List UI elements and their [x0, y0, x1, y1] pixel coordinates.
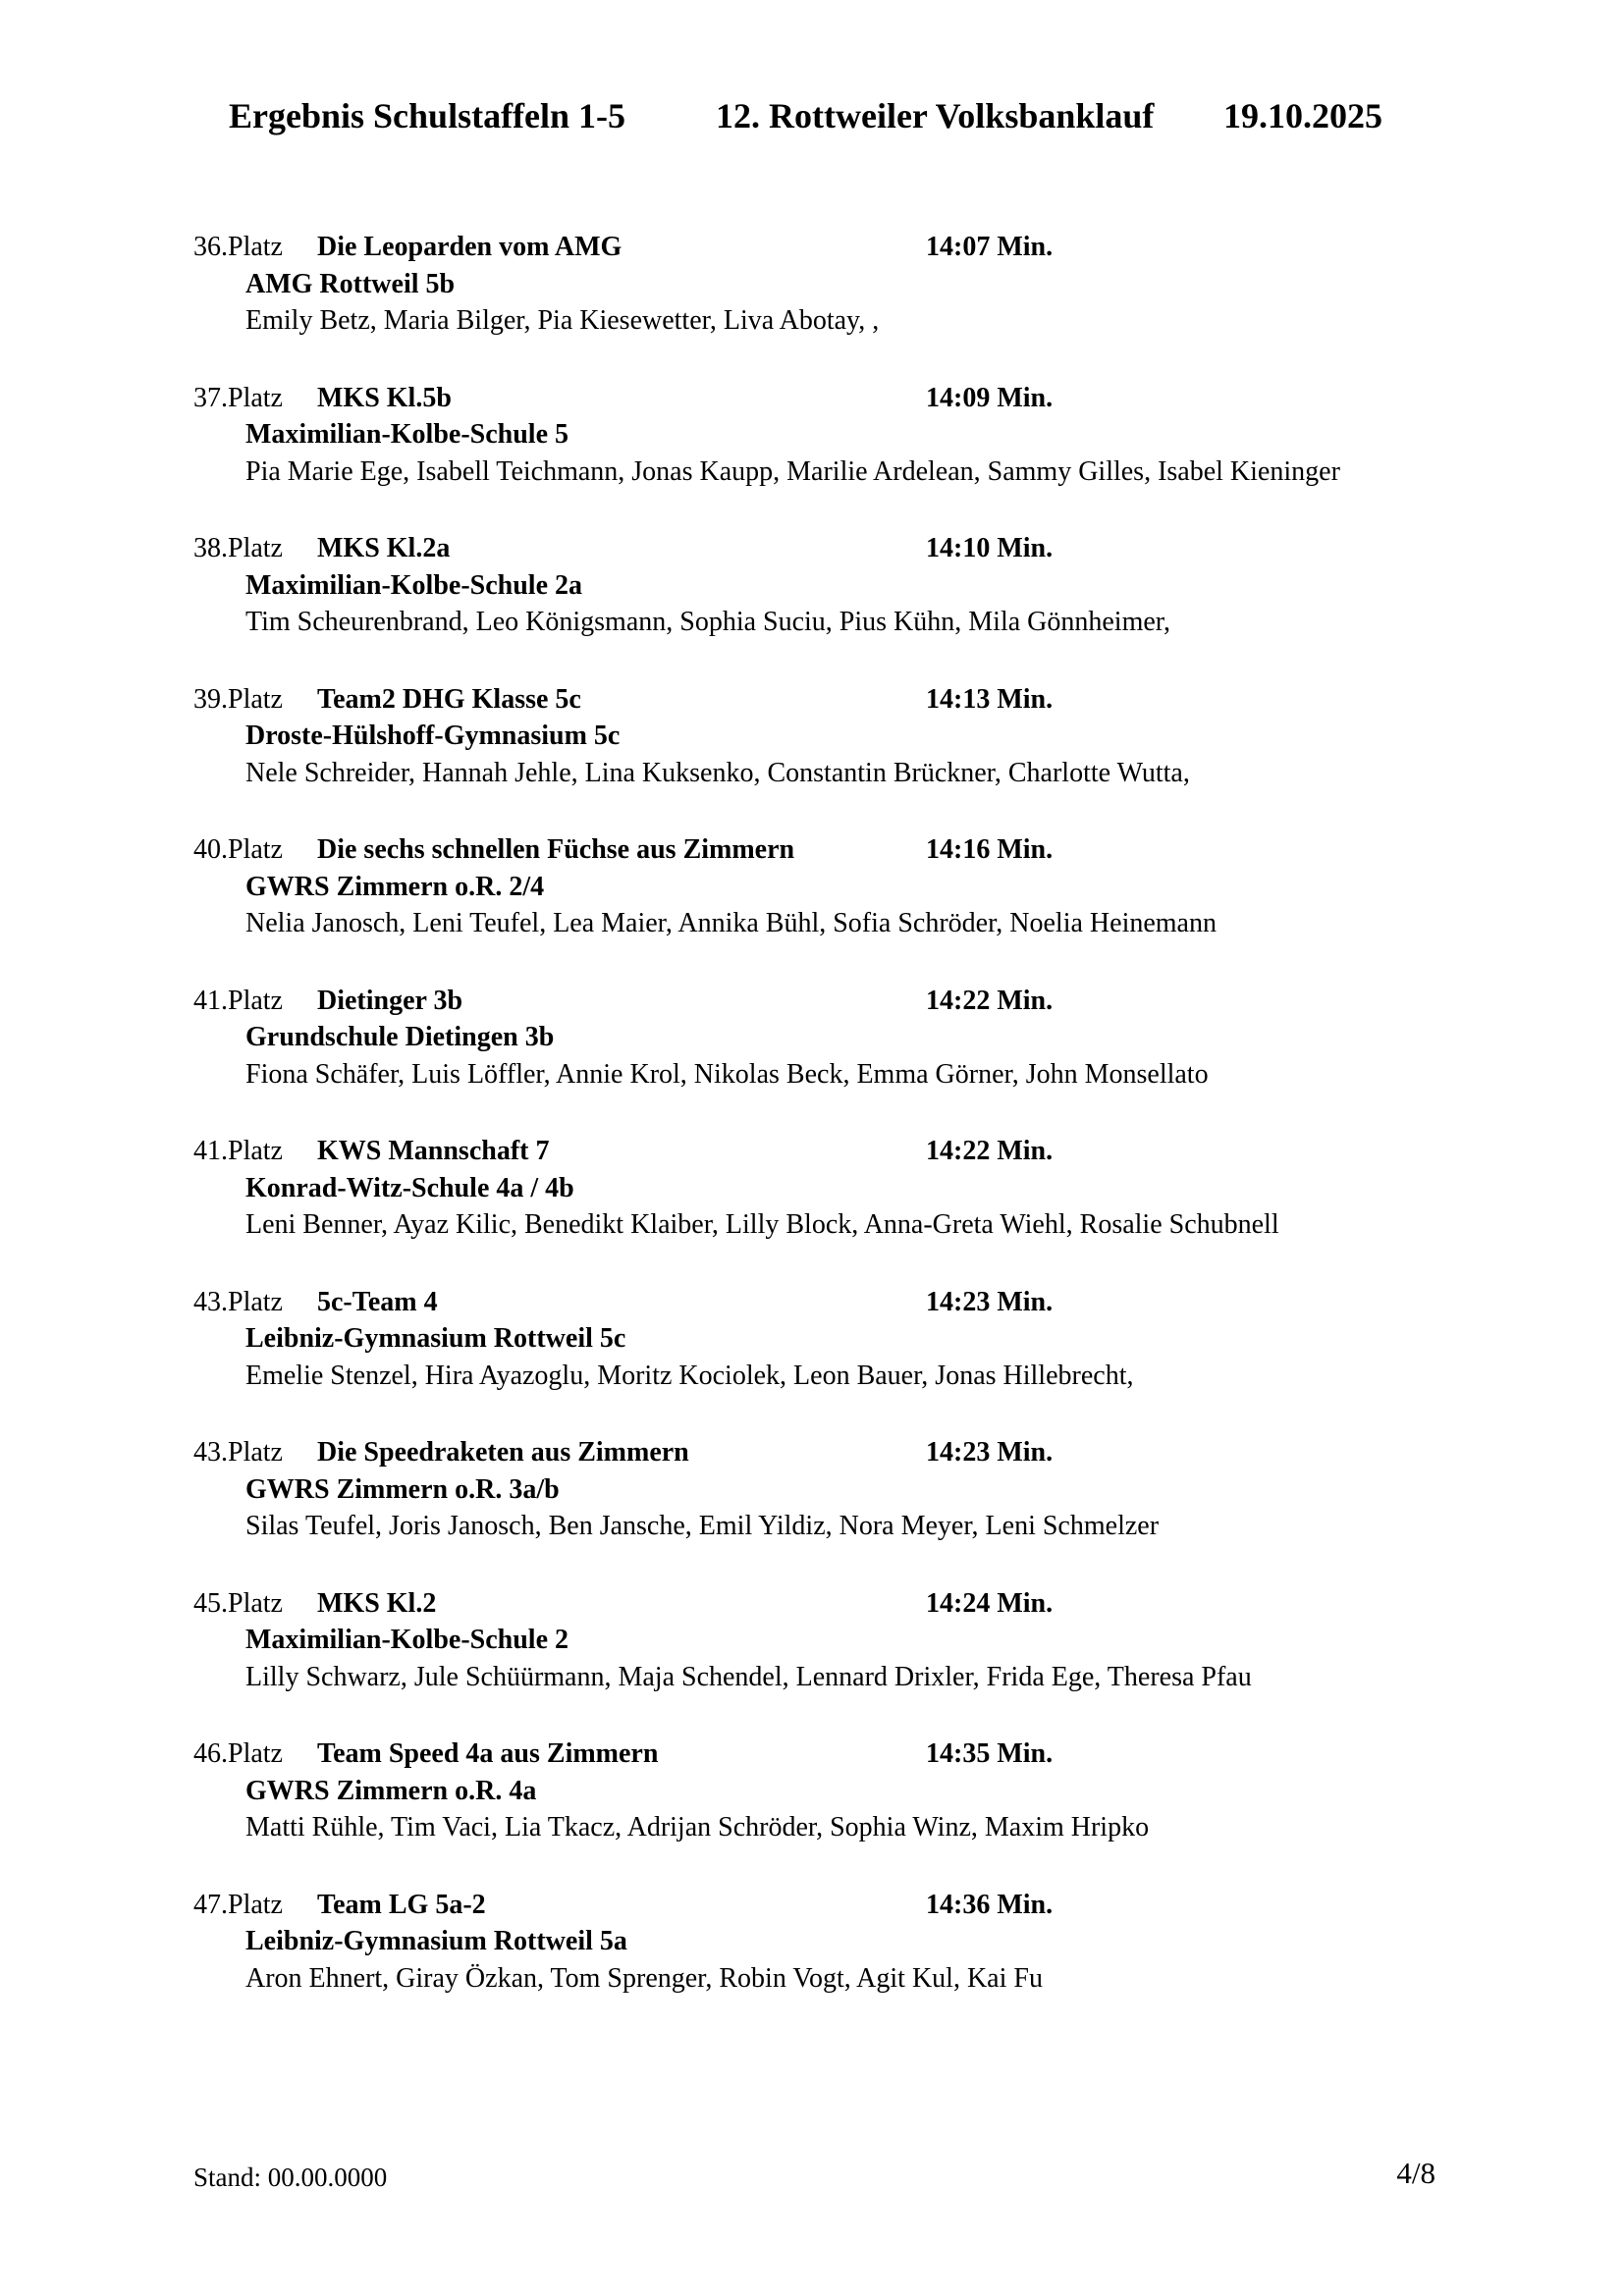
- result-title-line: [193, 831, 1438, 869]
- results-list: [193, 229, 1438, 2037]
- school-name: GWRS Zimmern o.R. 3a/b: [245, 1473, 560, 1505]
- result-entry: [193, 380, 1438, 491]
- result-entry: [193, 530, 1438, 641]
- footer-page-number: 4/8: [1396, 2156, 1435, 2190]
- time-value: 14:13 Min.: [926, 683, 1054, 715]
- time-value: 14:16 Min.: [926, 834, 1054, 865]
- place-label: 37.Platz: [193, 382, 283, 413]
- place-label: 41.Platz: [193, 1136, 283, 1166]
- result-entry: [193, 1284, 1438, 1395]
- result-entry: [193, 831, 1438, 942]
- result-title-line: [193, 1585, 1438, 1623]
- result-title-line: [193, 229, 1438, 266]
- school-name: Konrad-Witz-Schule 4a / 4b: [245, 1172, 574, 1203]
- school-name: Droste-Hülshoff-Gymnasium 5c: [245, 721, 621, 751]
- time-value: 14:23 Min.: [926, 1437, 1054, 1468]
- place-label: 43.Platz: [193, 1286, 283, 1317]
- team-name: MKS Kl.2: [317, 1587, 437, 1619]
- time-value: 14:22 Min.: [926, 985, 1054, 1016]
- runners-list: Nele Schreider, Hannah Jehle, Lina Kuksenko, Constantin Brückner, Charlotte Wutta,: [245, 757, 1190, 788]
- team-name: MKS Kl.2a: [317, 533, 451, 563]
- place-label: 38.Platz: [193, 533, 283, 563]
- result-entry: [193, 1585, 1438, 1696]
- place-label: 41.Platz: [193, 985, 283, 1016]
- result-entry: [193, 983, 1438, 1094]
- runners-list: Silas Teufel, Joris Janosch, Ben Jansche, Emil Yildiz, Nora Meyer, Leni Schmelzer: [245, 1511, 1160, 1541]
- time-value: 14:23 Min.: [926, 1286, 1054, 1317]
- time-value: 14:10 Min.: [926, 533, 1054, 563]
- school-name: GWRS Zimmern o.R. 4a: [245, 1775, 537, 1806]
- place-label: 43.Platz: [193, 1437, 283, 1468]
- place-label: 47.Platz: [193, 1889, 283, 1920]
- footer-stand-label: Stand: 00.00.0000: [193, 2163, 388, 2192]
- time-value: 14:09 Min.: [926, 382, 1054, 413]
- document-header: [0, 95, 1624, 144]
- result-title-line: [193, 681, 1438, 719]
- result-entry: [193, 1887, 1438, 1998]
- place-label: 40.Platz: [193, 834, 283, 865]
- header-race-title: 12. Rottweiler Volksbanklauf: [716, 96, 1155, 135]
- runners-list: Lilly Schwarz, Jule Schüürmann, Maja Schendel, Lennard Drixler, Frida Ege, Theresa Pfau: [245, 1661, 1252, 1692]
- place-label: 45.Platz: [193, 1587, 283, 1619]
- time-value: 14:35 Min.: [926, 1738, 1054, 1769]
- time-value: 14:24 Min.: [926, 1587, 1054, 1619]
- team-name: Die sechs schnellen Füchse aus Zimmern: [317, 834, 795, 865]
- result-entry: [193, 229, 1438, 340]
- runners-list: Leni Benner, Ayaz Kilic, Benedikt Klaiber, Lilly Block, Anna-Greta Wiehl, Rosalie Schubnell: [245, 1209, 1279, 1240]
- school-name: Maximilian-Kolbe-Schule 2a: [245, 569, 582, 601]
- school-name: GWRS Zimmern o.R. 2/4: [245, 871, 545, 902]
- time-value: 14:22 Min.: [926, 1136, 1054, 1166]
- school-name: Leibniz-Gymnasium Rottweil 5c: [245, 1323, 626, 1354]
- time-value: 14:07 Min.: [926, 232, 1054, 262]
- runners-list: Fiona Schäfer, Luis Löffler, Annie Krol, Nikolas Beck, Emma Görner, John Monsellato: [245, 1058, 1209, 1090]
- team-name: MKS Kl.5b: [317, 382, 452, 413]
- header-date: 19.10.2025: [1223, 96, 1382, 135]
- team-name: Dietinger 3b: [317, 985, 463, 1016]
- runners-list: Emelie Stenzel, Hira Ayazoglu, Moritz Kociolek, Leon Bauer, Jonas Hillebrecht,: [245, 1360, 1134, 1391]
- result-title-line: [193, 1133, 1438, 1170]
- school-name: AMG Rottweil 5b: [245, 268, 456, 299]
- result-title-line: [193, 1284, 1438, 1321]
- school-name: Maximilian-Kolbe-Schule 2: [245, 1625, 568, 1655]
- place-label: 39.Platz: [193, 683, 283, 715]
- school-name: Maximilian-Kolbe-Schule 5: [245, 419, 568, 450]
- runners-list: Pia Marie Ege, Isabell Teichmann, Jonas Kaupp, Marilie Ardelean, Sammy Gilles, Isabel Kieninger: [245, 455, 1340, 487]
- result-entry: [193, 681, 1438, 792]
- team-name: 5c-Team 4: [317, 1286, 438, 1317]
- team-name: Die Leoparden vom AMG: [317, 232, 623, 262]
- result-entry: [193, 1735, 1438, 1846]
- runners-list: Tim Scheurenbrand, Leo Königsmann, Sophia Suciu, Pius Kühn, Mila Gönnheimer,: [245, 607, 1170, 637]
- team-name: Die Speedraketen aus Zimmern: [317, 1437, 689, 1468]
- result-entry: [193, 1434, 1438, 1545]
- runners-list: Matti Rühle, Tim Vaci, Lia Tkacz, Adrijan Schröder, Sophia Winz, Maxim Hripko: [245, 1812, 1150, 1842]
- team-name: Team Speed 4a aus Zimmern: [317, 1738, 659, 1769]
- runners-list: Emily Betz, Maria Bilger, Pia Kiesewetter, Liva Abotay, ,: [245, 305, 880, 336]
- place-label: 36.Platz: [193, 232, 283, 262]
- header-event-title: Ergebnis Schulstaffeln 1-5: [229, 96, 626, 135]
- time-value: 14:36 Min.: [926, 1889, 1054, 1920]
- place-label: 46.Platz: [193, 1738, 283, 1769]
- team-name: Team LG 5a-2: [317, 1889, 486, 1920]
- result-title-line: [193, 1887, 1438, 1924]
- result-title-line: [193, 983, 1438, 1020]
- school-name: Grundschule Dietingen 3b: [245, 1022, 555, 1052]
- result-title-line: [193, 380, 1438, 417]
- team-name: KWS Mannschaft 7: [317, 1136, 550, 1166]
- runners-list: Nelia Janosch, Leni Teufel, Lea Maier, Annika Bühl, Sofia Schröder, Noelia Heinemann: [245, 908, 1217, 938]
- result-title-line: [193, 530, 1438, 567]
- school-name: Leibniz-Gymnasium Rottweil 5a: [245, 1926, 627, 1956]
- result-title-line: [193, 1434, 1438, 1471]
- team-name: Team2 DHG Klasse 5c: [317, 683, 581, 715]
- runners-list: Aron Ehnert, Giray Özkan, Tom Sprenger, Robin Vogt, Agit Kul, Kai Fu: [245, 1962, 1043, 1994]
- result-title-line: [193, 1735, 1438, 1773]
- result-entry: [193, 1133, 1438, 1244]
